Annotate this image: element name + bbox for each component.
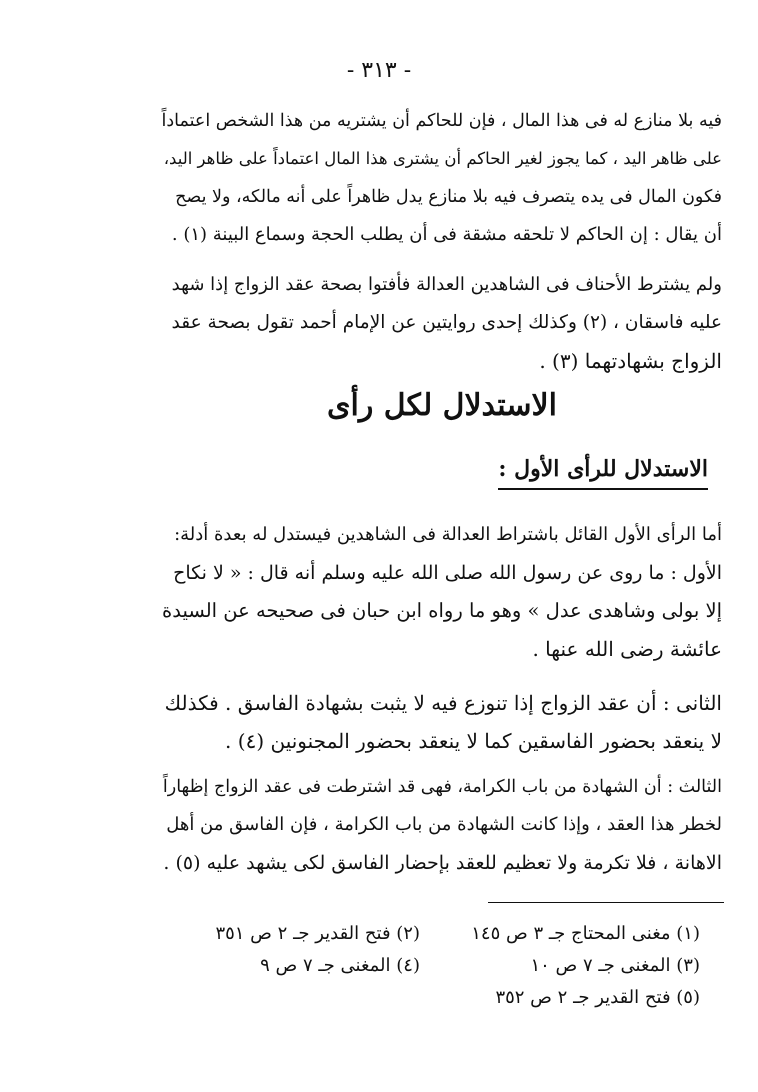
- footnote-divider: [488, 902, 724, 903]
- paragraph-line: عليه فاسقان ، (٢) وكذلك إحدى روايتين عن الإمام أحمد تقول بصحة عقد: [171, 312, 722, 333]
- paragraph-5: [162, 768, 722, 882]
- paragraph-2: [162, 266, 722, 380]
- paragraph-line: فكون المال فى يده يتصرف فيه بلا منازع يدل ظاهراً على أنه مالكه، ولا يصح: [175, 187, 722, 207]
- footnote-5: (٥) فتح القدير جـ ٢ ص ٣٥٢: [495, 987, 700, 1008]
- footnote-row: [190, 918, 700, 950]
- paragraph-line: الزواج بشهادتهما (٣) .: [539, 349, 722, 373]
- footnote-empty: [190, 982, 420, 1014]
- section-heading: الاستدلال لكل رأى: [327, 388, 557, 423]
- footnote-4: (٤) المغنى جـ ٧ ص ٩: [260, 955, 420, 976]
- paragraph-line: ولم يشترط الأحناف فى الشاهدين العدالة فأفتوا بصحة عقد الزواج إذا شهد: [171, 274, 722, 295]
- paragraph-line: الثانى : أن عقد الزواج إذا تنوزع فيه لا يثبت بشهادة الفاسق . فكذلك: [164, 691, 722, 715]
- paragraph-3: [162, 516, 722, 668]
- footnote-1: (١) مغنى المحتاج جـ ٣ ص ١٤٥: [471, 923, 700, 944]
- paragraph-line: عائشة رضى الله عنها .: [532, 637, 722, 661]
- paragraph-line: أن يقال : إن الحاكم لا تلحقه مشقة فى أن يطلب الحجة وسماع البينة (١) .: [171, 224, 722, 245]
- footnote-row: [190, 982, 700, 1014]
- footnote-3: (٣) المغنى جـ ٧ ص ١٠: [530, 955, 700, 976]
- footnote-2: (٢) فتح القدير جـ ٢ ص ٣٥١: [215, 923, 420, 944]
- paragraph-line: إلا بولى وشاهدى عدل » وهو ما رواه ابن حبان فى صحيحه عن السيدة: [162, 599, 722, 622]
- paragraph-line: لخطر هذا العقد ، وإذا كانت الشهادة من باب الكرامة ، فإن الفاسق من أهل: [166, 814, 722, 835]
- paragraph-line: على ظاهر اليد ، كما يجوز لغير الحاكم أن يشترى هذا المال اعتماداً على ظاهر اليد،: [163, 149, 722, 168]
- paragraph-line: الثالث : أن الشهادة من باب الكرامة، فهى قد اشترطت فى عقد الزواج إظهاراً: [162, 777, 722, 797]
- paragraph-line: فيه بلا منازع له فى هذا المال ، فإن للحاكم أن يشتريه من هذا الشخص اعتماداً: [161, 111, 722, 131]
- paragraph-line: لا ينعقد بحضور الفاسقين كما لا ينعقد بحضور المجنونين (٤) .: [225, 729, 722, 753]
- sub-heading: الاستدلال للرأى الأول :: [498, 456, 708, 490]
- paragraph-4: [162, 684, 722, 760]
- footnote-row: [190, 950, 700, 982]
- paragraph-line: الأول : ما روى عن رسول الله صلى الله عليه وسلم أنه قال : « لا نكاح: [173, 562, 722, 584]
- page-number: - ٣١٣ -: [346, 58, 412, 83]
- footnotes: [190, 918, 700, 1014]
- paragraph-line: الاهانة ، فلا تكرمة ولا تعظيم للعقد بإحضار الفاسق لكى يشهد عليه (٥) .: [163, 852, 722, 874]
- paragraph-1: [162, 102, 722, 254]
- paragraph-line: أما الرأى الأول القائل باشتراط العدالة فى الشاهدين فيستدل له بعدة أدلة:: [174, 524, 722, 545]
